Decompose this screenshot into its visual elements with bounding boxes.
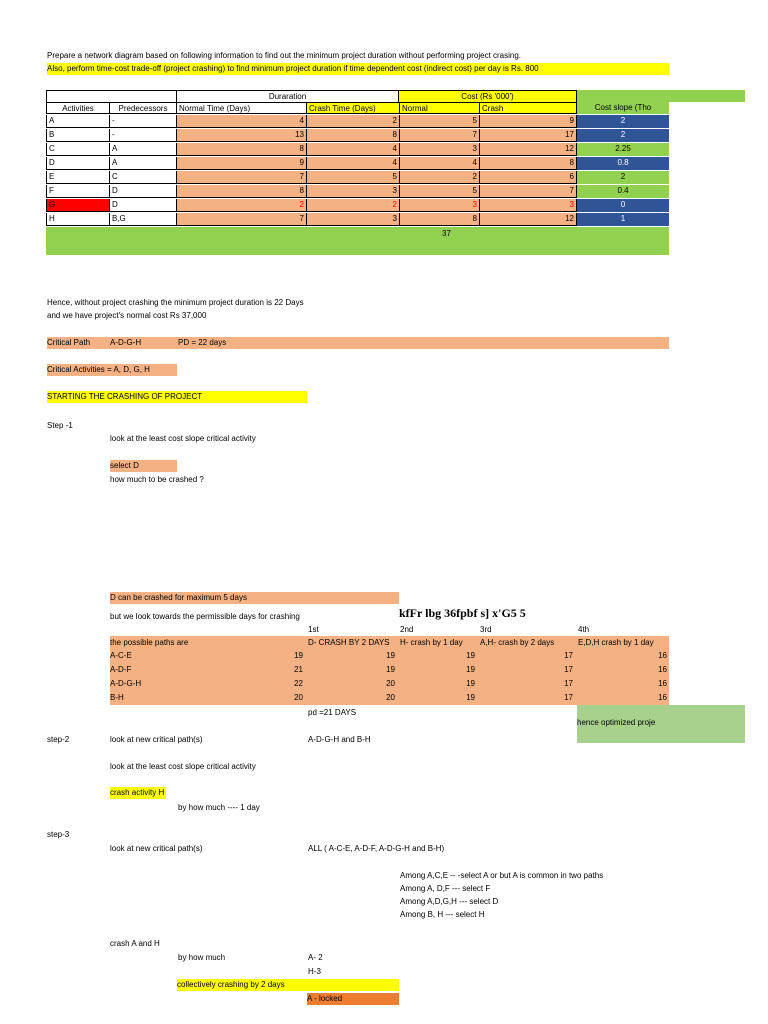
table-cell-slope: 2 xyxy=(577,129,669,142)
cost-group-header: Cost (Rs '000') xyxy=(399,90,577,102)
ordinal-4: 4th xyxy=(578,625,590,634)
step-col-4: E,D,H crash by 1 day xyxy=(578,638,654,647)
step-col-2: H- crash by 1 day xyxy=(400,638,463,647)
start-crashing-heading: STARTING THE CRASHING OF PROJECT xyxy=(47,391,307,403)
table-cell-nt: 9 xyxy=(176,157,306,170)
col-header-predecessors: Predecessors xyxy=(109,102,176,114)
path-duration: 22 xyxy=(294,679,303,688)
table-cell-cc: 7 xyxy=(479,185,577,198)
table-cell-ct: 3 xyxy=(306,185,399,198)
table-cell-pred: D xyxy=(109,199,176,212)
step3-among-2: Among A, D,F --- select F xyxy=(400,884,491,893)
col-header-cost-slope: Cost slope (Tho xyxy=(577,102,669,114)
step3-locked: A - locked xyxy=(307,993,399,1005)
table-cell-nt: 2 xyxy=(176,199,306,212)
ordinal-1: 1st xyxy=(308,625,319,634)
step3-among-1: Among A,C,E -- -select A or but A is common in two paths xyxy=(400,871,604,880)
table-cell-cc: 8 xyxy=(479,157,577,170)
table-cell-act: B xyxy=(46,129,109,142)
path-duration: 16 xyxy=(658,693,667,702)
step1-max-crash: D can be crashed for maximum 5 days xyxy=(110,592,399,604)
total-row xyxy=(46,227,669,255)
path-duration: 16 xyxy=(658,651,667,660)
summary-line-2: and we have project's normal cost Rs 37,000 xyxy=(47,311,207,320)
path-duration: 17 xyxy=(564,693,573,702)
optimized-note: hence optimized proje xyxy=(577,705,745,743)
step3-label: step-3 xyxy=(47,830,70,839)
table-cell-cc: 9 xyxy=(479,115,577,128)
table-cell-ct: 2 xyxy=(306,199,399,212)
step3-among-3: Among A,D,G,H --- select D xyxy=(400,897,499,906)
slope-group-header xyxy=(577,90,669,102)
step-col-3: A,H- crash by 2 days xyxy=(480,638,555,647)
path-duration: 16 xyxy=(658,665,667,674)
table-cell-slope: 2.25 xyxy=(577,143,669,156)
table-cell-cc: 12 xyxy=(479,143,577,156)
step2-instruction2: look at the least cost slope critical activity xyxy=(110,762,256,771)
table-cell-cc: 6 xyxy=(479,171,577,184)
table-cell-ct: 3 xyxy=(306,213,399,226)
step2-paths: A-D-G-H and B-H xyxy=(308,735,371,744)
table-cell-nc: 4 xyxy=(399,157,479,170)
path-name: A-D-F xyxy=(110,665,132,674)
path-duration: 19 xyxy=(386,651,395,660)
step2-crash: crash activity H xyxy=(110,788,165,797)
step2-how-much: by how much ---- 1 day xyxy=(178,803,260,812)
step3-among-4: Among B, H --- select H xyxy=(400,910,485,919)
path-duration: 19 xyxy=(466,651,475,660)
table-cell-slope: 0.8 xyxy=(577,157,669,170)
table-cell-ct: 5 xyxy=(306,171,399,184)
step3-instruction: look at new critical path(s) xyxy=(110,844,203,853)
table-cell-nc: 7 xyxy=(399,129,479,142)
path-duration: 19 xyxy=(294,651,303,660)
step3-collective: collectively crashing by 2 days xyxy=(177,979,399,991)
path-duration: 19 xyxy=(466,679,475,688)
step1-permissible: but we look towards the permissible days for crashing xyxy=(110,612,300,621)
path-duration: 20 xyxy=(386,679,395,688)
table-cell-ct: 4 xyxy=(306,143,399,156)
duration-group-header: Duraration xyxy=(176,90,399,102)
path-duration: 19 xyxy=(466,665,475,674)
step3-paths: ALL ( A-C-E, A-D-F, A-D-G-H and B-H) xyxy=(308,844,445,853)
table-cell-act: F xyxy=(46,185,109,198)
col-header-activities: Activities xyxy=(46,102,109,114)
paths-header-label: the possible paths are xyxy=(110,638,189,647)
table-cell-nt: 7 xyxy=(176,213,306,226)
table-cell-nc: 8 xyxy=(399,213,479,226)
step3-crash: crash A and H xyxy=(110,939,160,948)
critical-path-value: A-D-G-H xyxy=(110,338,142,347)
ordinal-2: 2nd xyxy=(400,625,414,634)
garbled-text: kfFr lbg 36fpbf s] x'G5 5 xyxy=(399,606,526,620)
path-name: B-H xyxy=(110,693,124,702)
step2-label: step-2 xyxy=(47,735,70,744)
table-cell-slope: 2 xyxy=(577,171,669,184)
table-cell-act: C xyxy=(46,143,109,156)
table-cell-pred: C xyxy=(109,171,176,184)
path-duration: 17 xyxy=(564,679,573,688)
table-cell-slope: 1 xyxy=(577,213,669,226)
table-cell-pred: A xyxy=(109,157,176,170)
table-cell-act: D xyxy=(46,157,109,170)
step1-label: Step -1 xyxy=(47,421,73,430)
table-cell-cc: 12 xyxy=(479,213,577,226)
table-cell-pred: - xyxy=(109,129,176,142)
path-name: A-C-E xyxy=(110,651,132,660)
table-cell-act: A xyxy=(46,115,109,128)
col-header-normal-time: Normal Time (Days) xyxy=(176,102,306,114)
slope-group-header-ext xyxy=(669,90,745,102)
table-cell-slope: 0.4 xyxy=(577,185,669,198)
table-blank-header xyxy=(46,90,176,102)
project-duration: PD = 22 days xyxy=(178,338,227,347)
table-cell-nc: 3 xyxy=(399,199,479,212)
table-cell-ct: 8 xyxy=(306,129,399,142)
step3-by-how-much: by how much xyxy=(178,953,226,962)
table-cell-nt: 8 xyxy=(176,143,306,156)
table-cell-nt: 13 xyxy=(176,129,306,142)
path-duration: 19 xyxy=(386,665,395,674)
summary-line-1: Hence, without project crashing the minimum project duration is 22 Days xyxy=(47,298,304,307)
path-duration: 21 xyxy=(294,665,303,674)
col-header-normal-cost: Normal xyxy=(399,102,479,114)
critical-path-label: Critical Path xyxy=(47,338,91,347)
table-cell-cc: 17 xyxy=(479,129,577,142)
table-cell-pred: D xyxy=(109,185,176,198)
path-name: A-D-G-H xyxy=(110,679,142,688)
table-cell-nc: 5 xyxy=(399,115,479,128)
path-duration: 16 xyxy=(658,679,667,688)
table-cell-slope: 2 xyxy=(577,115,669,128)
table-cell-nc: 2 xyxy=(399,171,479,184)
ordinal-3: 3rd xyxy=(480,625,492,634)
table-cell-pred: - xyxy=(109,115,176,128)
path-duration: 19 xyxy=(466,693,475,702)
path-duration: 17 xyxy=(564,665,573,674)
table-cell-slope: 0 xyxy=(577,199,669,212)
total-normal-cost: 37 xyxy=(442,229,451,238)
table-cell-act: E xyxy=(46,171,109,184)
pd-note: pd =21 DAYS xyxy=(308,708,357,717)
table-cell-pred: A xyxy=(109,143,176,156)
table-cell-nt: 4 xyxy=(176,115,306,128)
step3-h-val: H-3 xyxy=(308,967,321,976)
table-cell-ct: 4 xyxy=(306,157,399,170)
table-cell-nt: 8 xyxy=(176,185,306,198)
table-cell-nc: 5 xyxy=(399,185,479,198)
intro-line-2: Also, perform time-cost trade-off (project crashing) to find minimum project duration if time dependent cost (indirect cost) per day is Rs. 800 xyxy=(47,63,669,75)
path-duration: 20 xyxy=(386,693,395,702)
table-cell-cc: 3 xyxy=(479,199,577,212)
table-cell-act: G xyxy=(46,199,109,212)
step1-instruction: look at the least cost slope critical activity xyxy=(110,434,256,443)
critical-activities: Critical Activities = A, D, G, H xyxy=(47,364,177,376)
path-duration: 17 xyxy=(564,651,573,660)
col-header-crash-cost: Crash xyxy=(479,102,577,114)
step1-question: how much to be crashed ? xyxy=(110,475,204,484)
table-cell-act: H xyxy=(46,213,109,226)
table-cell-pred: B,G xyxy=(109,213,176,226)
intro-line-1: Prepare a network diagram based on following information to find out the minimum project duration without performing project crasing. xyxy=(47,51,522,60)
path-duration: 20 xyxy=(294,693,303,702)
step-col-1: D- CRASH BY 2 DAYS xyxy=(308,638,390,647)
col-header-crash-time: Crash Time (Days) xyxy=(306,102,399,114)
step1-select: select D xyxy=(110,460,177,472)
step3-a-val: A- 2 xyxy=(308,953,323,962)
table-cell-nt: 7 xyxy=(176,171,306,184)
table-cell-ct: 2 xyxy=(306,115,399,128)
step2-instruction1: look at new critical path(s) xyxy=(110,735,203,744)
table-cell-nc: 3 xyxy=(399,143,479,156)
